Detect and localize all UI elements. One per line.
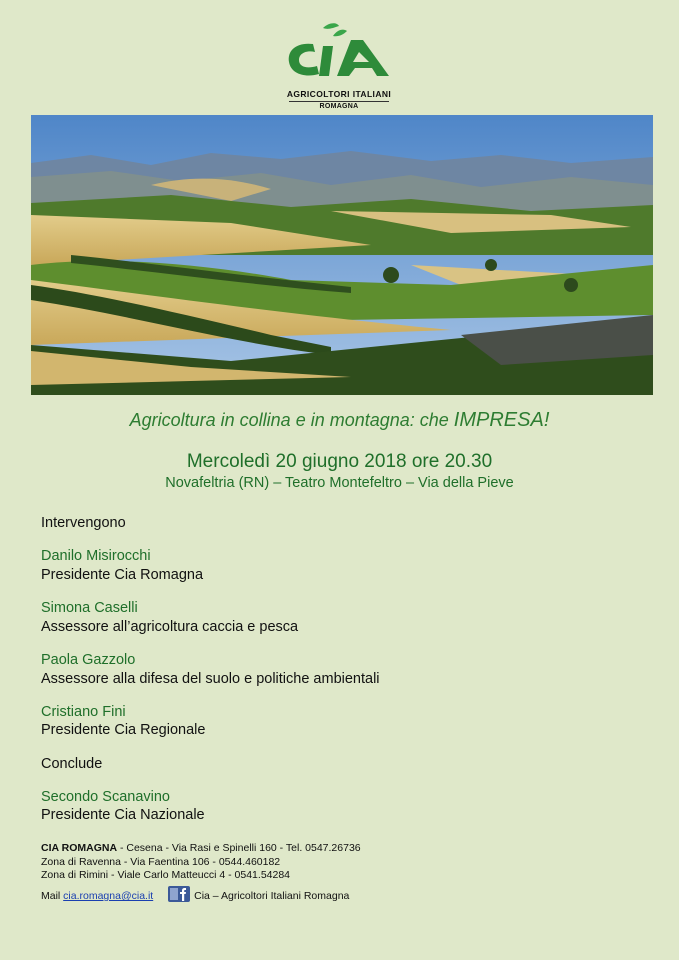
facebook-icon[interactable]	[168, 886, 190, 902]
footer-line-contacts	[41, 886, 349, 904]
logo-divider	[289, 101, 389, 102]
speaker-role: Assessore alla difesa del suolo e politiche ambientali	[41, 671, 380, 687]
mail-label: Mail	[41, 890, 64, 902]
footer-line-ravenna: Zona di Ravenna - Via Faentina 106 - 0544.460182	[41, 856, 281, 868]
speaker-role: Presidente Cia Regionale	[41, 722, 206, 738]
conclude-label: Conclude	[41, 756, 103, 772]
speaker-name: Cristiano Fini	[41, 704, 126, 720]
footer-line-cesena	[41, 842, 361, 856]
event-tagline	[0, 409, 679, 432]
tagline-text: Agricoltura in collina e in montagna: che	[129, 410, 454, 430]
speaker-role: Assessore all’agricoltura caccia e pesca	[41, 619, 299, 635]
speaker-name: Paola Gazzolo	[41, 652, 136, 668]
speaker-name: Danilo Misirocchi	[41, 548, 151, 564]
mail-link[interactable]: cia.romagna@cia.it	[63, 890, 154, 902]
facebook-page-label[interactable]: Cia – Agricoltori Italiani Romagna	[194, 890, 350, 902]
footer-cesena-address: - Cesena - Via Rasi e Spinelli 160 - Tel. 0547.26736	[117, 842, 361, 854]
cia-logo-mark	[283, 22, 395, 82]
speaker-name: Simona Caselli	[41, 600, 138, 616]
footer-line-rimini: Zona di Rimini - Viale Carlo Matteucci 4 - 0541.54284	[41, 869, 291, 881]
cia-logo	[283, 22, 395, 110]
footer-org: CIA ROMAGNA	[41, 842, 118, 854]
tagline-highlight: IMPRESA!	[453, 409, 550, 431]
landscape-hills-image	[31, 115, 653, 395]
closing-speaker-role: Presidente Cia Nazionale	[41, 807, 205, 823]
event-venue: Novafeltria (RN) – Teatro Montefeltro – Via della Pieve	[165, 475, 514, 491]
logo-text-agricoltori: AGRICOLTORI ITALIANI	[286, 89, 392, 99]
speaker-role: Presidente Cia Romagna	[41, 567, 204, 583]
event-date: Mercoledì 20 giugno 2018 ore 20.30	[186, 451, 493, 472]
closing-speaker-name: Secondo Scanavino	[41, 789, 170, 805]
intervengono-label: Intervengono	[41, 515, 126, 531]
logo-text-romagna: ROMAGNA	[319, 103, 359, 110]
